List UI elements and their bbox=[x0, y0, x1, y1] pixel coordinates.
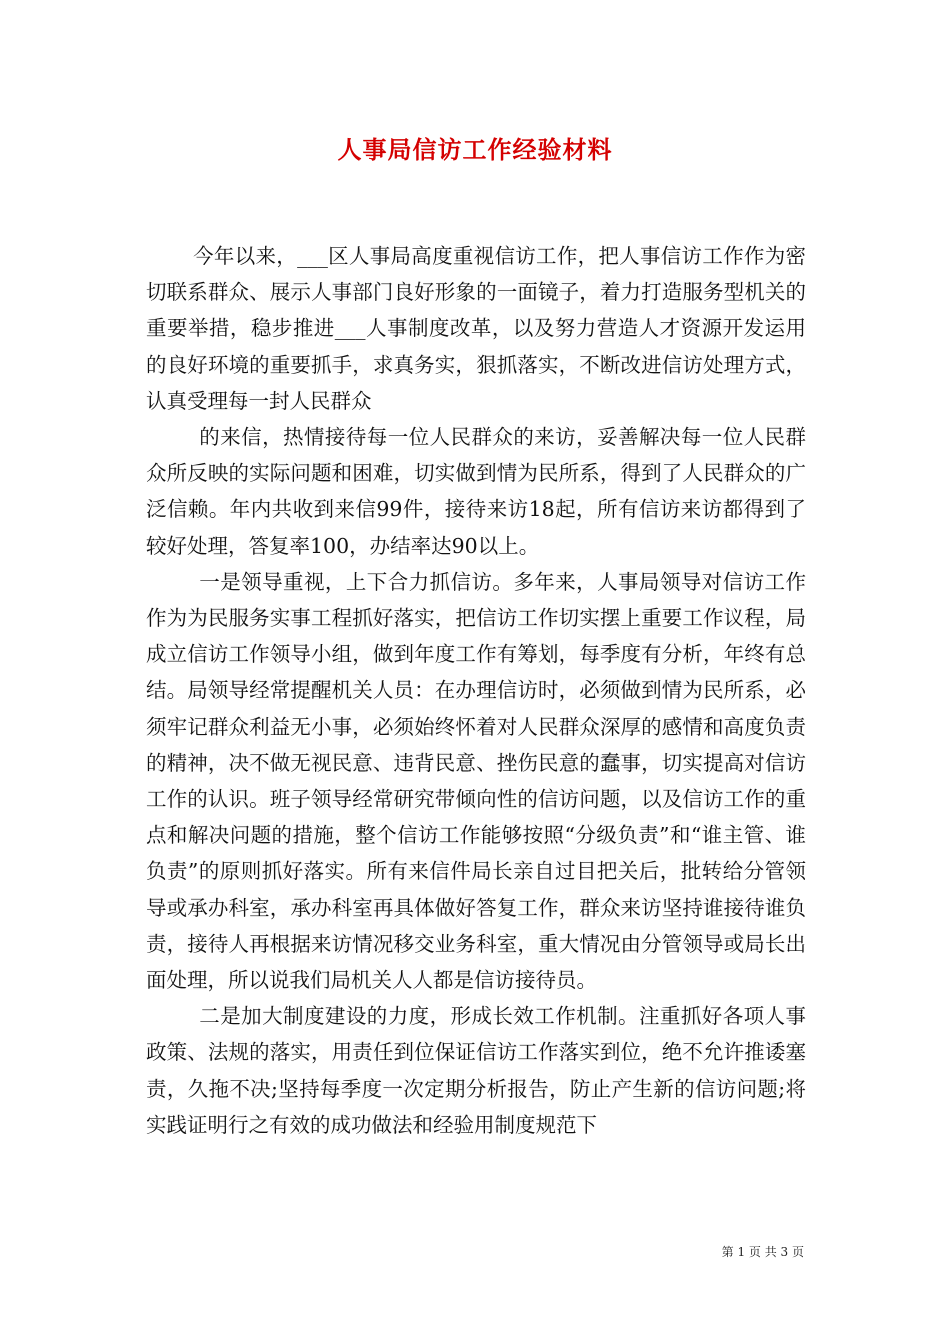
paragraph-3: 一是领导重视，上下合力抓信访。多年来，人事局领导对信访工作作为为民服务实事工程抓好落实，把信访工作切实摆上重要工作议程，局成立信访工作领导小组，做到年度工作有筹划，每季度有分析，年终有总结。局领导经常提醒机关人员：在办理信访时，必须做到情为民所系，必须牢记群众利益无小事，必须始终怀着对人民群众深厚的感情和高度负责的精神，决不做无视民意、违背民意、挫伤民意的蠢事，切实提高对信访工作的认识。班子领导经常研究带倾向性的信访问题，以及信访工作的重点和解决问题的措施，整个信访工作能够按照“分级负责”和“谁主管、谁负责”的原则抓好落实。所有来信件局长亲自过目把关后，批转给分管领导或承办科室，承办科室再具体做好答复工作，群众来访坚持谁接待谁负责，接待人再根据来访情况移交业务科室，重大情况由分管领导或局长出面处理，所以说我们局机关人人都是信访接待员。 bbox=[146, 569, 806, 993]
page-number-footer: 第 1 页 共 3 页 bbox=[721, 1245, 804, 1259]
document-title: 人事局信访工作经验材料 bbox=[337, 135, 613, 164]
paragraph-1: 今年以来，___区人事局高度重视信访工作，把人事信访工作作为密切联系群众、展示人事部门良好形象的一面镜子，着力打造服务型机关的重要举措，稳步推进___人事制度改革，以及努力营造人才资源开发运用的良好环境的重要抓手，求真务实，狠抓落实，不断改进信访处理方式，认真受理每一封人民群众 bbox=[146, 244, 806, 413]
paragraph-2: 的来信，热情接待每一位人民群众的来访，妥善解决每一位人民群众所反映的实际问题和困难，切实做到情为民所系，得到了人民群众的广泛信赖。年内共收到来信99件，接待来访18起，所有信访来访都得到了较好处理，答复率100，办结率达90以上。 bbox=[146, 425, 806, 558]
document-body bbox=[146, 238, 806, 1143]
paragraph-4: 二是加大制度建设的力度，形成长效工作机制。注重抓好各项人事政策、法规的落实，用责任到位保证信访工作落实到位，绝不允许推诿塞责，久拖不决;坚持每季度一次定期分析报告，防止产生新的信访问题;将实践证明行之有效的成功做法和经验用制度规范下 bbox=[146, 1004, 806, 1137]
